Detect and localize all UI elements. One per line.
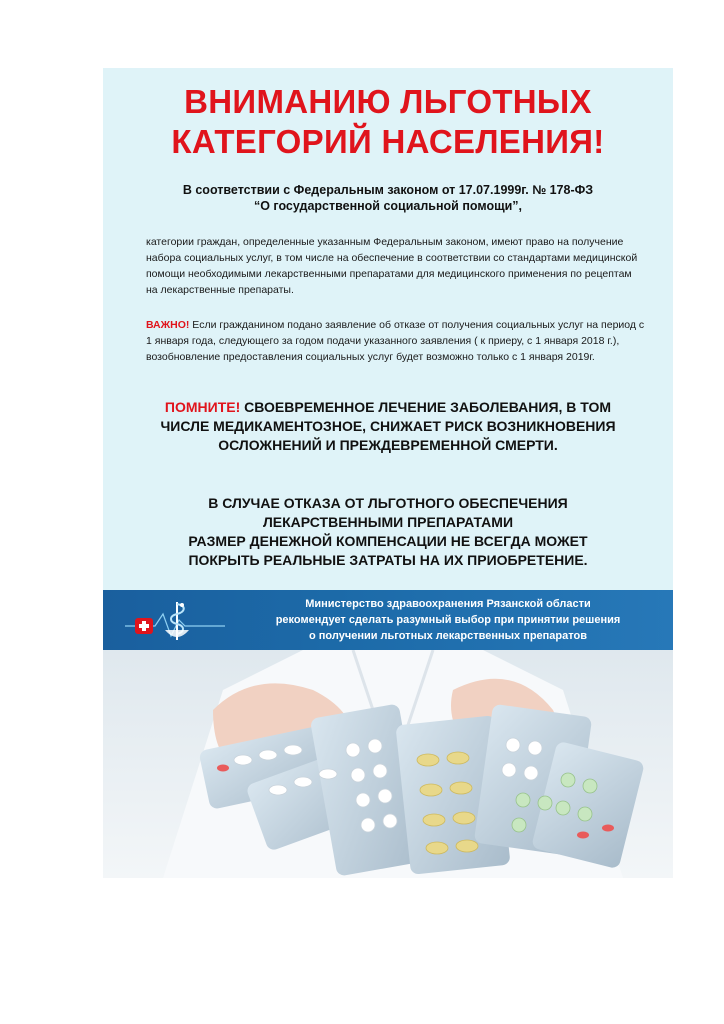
- banner-line-1: Министерство здравоохранения Рязанской области: [305, 598, 591, 610]
- banner-line-3: о получении льготных лекарственных препаратов: [309, 630, 587, 642]
- title-line-1: ВНИМАНИЮ ЛЬГОТНЫХ: [184, 83, 592, 120]
- ministry-banner: [103, 590, 673, 650]
- important-text: Если гражданином подано заявление об отказе от получения социальных услуг на период с 1 января года, следующего за годом подачи указанного заявления ( к приеру, с 1 января 2018 г.), возобновление предоставления социальных услуг будет возможно только с 1 января 2019г.: [146, 319, 645, 363]
- remember-text: СВОЕВРЕМЕННОЕ ЛЕЧЕНИЕ ЗАБОЛЕВАНИЯ, В ТОМ ЧИСЛЕ МЕДИКАМЕНТОЗНОЕ, СНИЖАЕТ РИСК ВОЗНИКНОВЕНИЯ ОСЛОЖНЕНИЙ И ПРЕЖДЕВРЕМЕННОЙ СМЕРТИ.: [160, 399, 616, 453]
- law-line-1: В соответствии с Федеральным законом от 17.07.1999г. № 178-ФЗ: [182, 183, 594, 197]
- rights-paragraph: категории граждан, определенные указанным Федеральным законом, имеют право на получение набора социальных услуг, в том числе на обеспечение в соответствии со стандартами медицинской помощи необходимыми лекарственными препаратами для медицинского применения по рецептам на лекарственные препараты.: [146, 236, 638, 296]
- law-line-2: “О государственной социальной помощи”,: [253, 199, 523, 213]
- poster: [103, 68, 673, 878]
- title-line-2: КАТЕГОРИЙ НАСЕЛЕНИЯ!: [171, 123, 605, 160]
- remember-block: [143, 398, 633, 455]
- law-reference: [103, 182, 673, 214]
- refusal-warning: [113, 494, 663, 570]
- banner-line-2: рекомендует сделать разумный выбор при принятии решения: [275, 614, 621, 626]
- important-paragraph: [146, 317, 646, 365]
- poster-title: [103, 82, 673, 162]
- banner-text: [233, 596, 663, 644]
- refusal-line-2: ЛЕКАРСТВЕННЫМИ ПРЕПАРАТАМИ: [262, 514, 514, 530]
- refusal-line-4: ПОКРЫТЬ РЕАЛЬНЫЕ ЗАТРАТЫ НА ИХ ПРИОБРЕТЕНИЕ.: [188, 552, 588, 568]
- pills-in-hands-image: [103, 650, 673, 878]
- remember-label: ПОМНИТЕ!: [164, 399, 241, 415]
- refusal-line-1: В СЛУЧАЕ ОТКАЗА ОТ ЛЬГОТНОГО ОБЕСПЕЧЕНИЯ: [208, 495, 568, 511]
- medical-caduceus-icon: [125, 596, 225, 644]
- refusal-line-3: РАЗМЕР ДЕНЕЖНОЙ КОМПЕНСАЦИИ НЕ ВСЕГДА МОЖЕТ: [188, 533, 588, 549]
- important-label: ВАЖНО!: [146, 319, 190, 331]
